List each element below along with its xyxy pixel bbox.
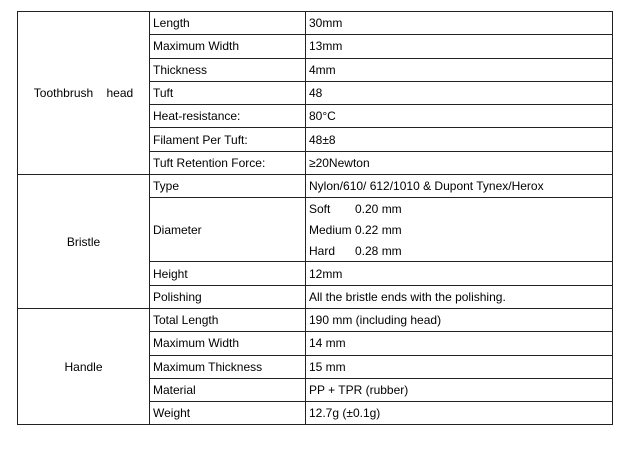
- row-label: Type: [150, 175, 306, 198]
- table-row: [18, 175, 613, 198]
- row-value: 80°C: [306, 105, 613, 128]
- row-value: 13mm: [306, 35, 613, 58]
- row-label: Weight: [150, 402, 306, 425]
- diameter-grade: Soft: [309, 201, 331, 216]
- row-value: PP + TPR (rubber): [306, 378, 613, 401]
- table-row: [18, 308, 613, 331]
- row-label: Length: [150, 12, 306, 35]
- row-value: 4mm: [306, 58, 613, 81]
- diameter-size: 0.22 mm: [355, 222, 402, 237]
- row-label: Maximum Thickness: [150, 355, 306, 378]
- row-value: 48±8: [306, 128, 613, 151]
- row-value: 12mm: [306, 262, 613, 285]
- row-value: All the bristle ends with the polishing.: [306, 285, 613, 308]
- row-value: 48: [306, 81, 613, 104]
- row-label: Tuft: [150, 81, 306, 104]
- row-label: Maximum Width: [150, 332, 306, 355]
- row-value: 15 mm: [306, 355, 613, 378]
- row-label: Height: [150, 262, 306, 285]
- row-value: 12.7g (±0.1g): [306, 402, 613, 425]
- row-label: Material: [150, 378, 306, 401]
- row-value: Nylon/610/ 612/1010 & Dupont Tynex/Herox: [306, 175, 613, 198]
- group-label-head: Toothbrush head: [18, 12, 150, 175]
- row-label: Thickness: [150, 58, 306, 81]
- diameter-line: [309, 198, 609, 219]
- table-row: [18, 12, 613, 35]
- diameter-values: [306, 198, 613, 262]
- row-label: Maximum Width: [150, 35, 306, 58]
- row-value: ≥20Newton: [306, 151, 613, 174]
- row-value: 190 mm (including head): [306, 308, 613, 331]
- row-label: Total Length: [150, 308, 306, 331]
- row-value: 30mm: [306, 12, 613, 35]
- group-label-handle: Handle: [18, 308, 150, 424]
- row-value: 14 mm: [306, 332, 613, 355]
- row-label: Diameter: [150, 198, 306, 262]
- row-label: Tuft Retention Force:: [150, 151, 306, 174]
- row-label: Polishing: [150, 285, 306, 308]
- diameter-line: [309, 240, 609, 261]
- diameter-grade: Hard: [309, 243, 336, 258]
- spec-table: [17, 11, 613, 425]
- diameter-grade: Medium: [309, 222, 352, 237]
- row-label: Heat-resistance:: [150, 105, 306, 128]
- row-label: Filament Per Tuft:: [150, 128, 306, 151]
- diameter-size: 0.20 mm: [355, 201, 402, 216]
- diameter-line: [309, 219, 609, 240]
- diameter-size: 0.28 mm: [355, 243, 402, 258]
- group-label-bristle: Bristle: [18, 175, 150, 309]
